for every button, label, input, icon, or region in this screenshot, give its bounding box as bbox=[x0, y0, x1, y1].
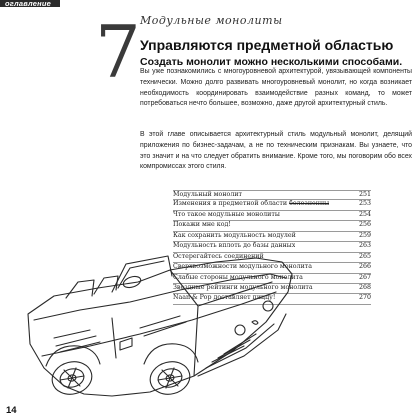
toc-page: 256 bbox=[358, 221, 371, 229]
toc-title: Модульный монолит bbox=[173, 191, 243, 198]
section-label: оглавление bbox=[5, 0, 51, 8]
toc-title: Звездные рейтинги модульного монолита bbox=[173, 283, 313, 291]
toc-title: Naan & Pop доставляет пиццу! bbox=[173, 294, 276, 302]
toc-title-struck: болезненны bbox=[289, 200, 330, 208]
toc-page: 254 bbox=[358, 210, 371, 218]
toc-page: 263 bbox=[358, 242, 371, 250]
toc-title: Слабые стороны модульного монолита bbox=[173, 273, 303, 281]
toc-title-text: Изменения в предметной области bbox=[173, 200, 288, 208]
convertible-car-illustration bbox=[20, 218, 300, 398]
chapter-title: Управляются предметной областью bbox=[140, 37, 394, 53]
toc-title: Модульность вплоть до базы данных bbox=[173, 242, 296, 250]
toc-page: 268 bbox=[358, 283, 371, 291]
toc-page: 253 bbox=[358, 200, 371, 208]
toc-title: Что такое модульные монолиты bbox=[173, 210, 280, 218]
toc-page: 251 bbox=[358, 191, 371, 198]
toc-title: Как сохранить модульность модулей bbox=[173, 231, 296, 239]
intro-paragraph-2: В этой главе описывается архитектурный стиль модульный монолит, делящий приложения по бизнес-задачам, а не по техническим признакам. Вы узнаете, что это значит и на что следует обратить внимание. Кроме того, мы поговорим обо всех компромиссах этого стиля. bbox=[140, 131, 412, 171]
toc-page: 265 bbox=[358, 252, 371, 260]
toc-page: 270 bbox=[358, 294, 371, 302]
chapter-subtitle: Создать монолит можно несколькими способами. bbox=[140, 56, 403, 68]
toc-page: 267 bbox=[358, 273, 371, 281]
toc-title: Сверхвозможности модульного монолита bbox=[173, 263, 313, 271]
toc-title: Остерегайтесь соединений bbox=[173, 252, 264, 260]
toc-title bbox=[173, 200, 329, 207]
toc-row[interactable] bbox=[173, 200, 371, 210]
toc-page: 266 bbox=[358, 263, 371, 271]
toc-page: 259 bbox=[358, 231, 371, 239]
intro-paragraph-1: Вы уже познакомились с многоуровневой архитектурой, увязывающей компоненты технически. Можно долго развивать многоуровневый монолит, но когда возникает необходимость координировать взаимодействие разных команд, то может потребоваться нечто большее, возможно, даже другой архитектурный стиль. bbox=[140, 68, 412, 108]
toc-title: Покажи мне код! bbox=[173, 221, 231, 229]
chapter-kicker: Модульные монолиты bbox=[140, 14, 283, 27]
chapter-number: 7 bbox=[95, 10, 141, 94]
toc-row[interactable] bbox=[173, 190, 371, 200]
page-number: 14 bbox=[6, 405, 17, 416]
